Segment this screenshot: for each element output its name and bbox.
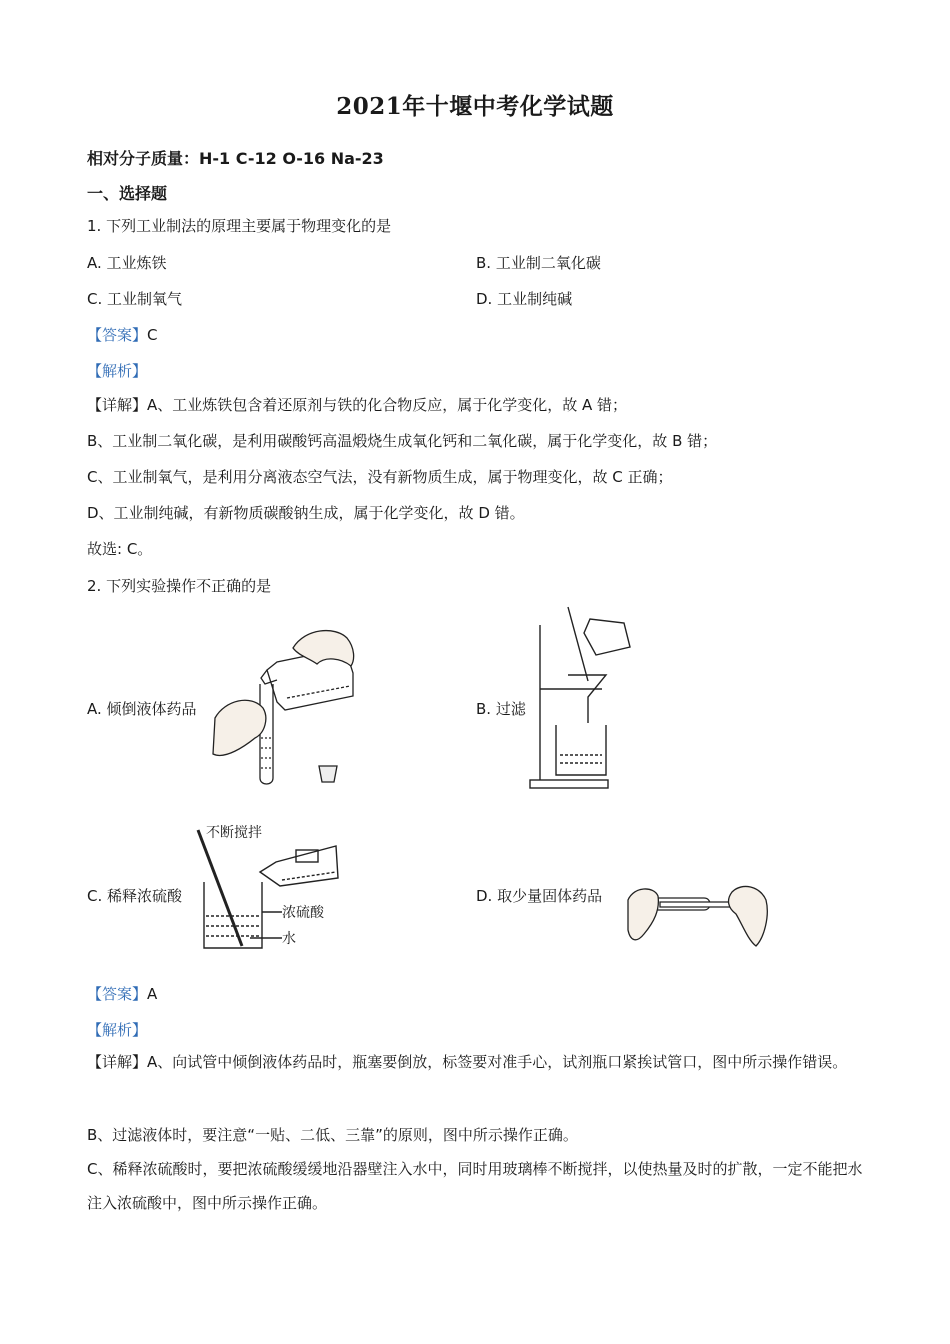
q2-analysis-label: 【解析】 [87,1021,148,1039]
q2-option-b: B. 过滤 [476,700,526,718]
q2-answer [87,983,157,1004]
answer-label: 【答案】 [87,985,148,1003]
q1-conclusion: 故选: C。 [87,540,153,558]
q1-stem: 1. 下列工业制法的原理主要属于物理变化的是 [87,217,392,235]
q2-detail-c: C、稀释浓硫酸时，要把浓硫酸缓缓地沿器壁注入水中，同时用玻璃棒不断搅拌，以使热量及时的扩散，一定不能把水注入浓硫酸中，图中所示操作正确。 [87,1160,863,1212]
section-heading: 一、选择题 [87,184,168,203]
q2-option-a: A. 倾倒液体药品 [87,700,197,718]
q1-option-c: C. 工业制氧气 [87,290,183,308]
figure-take-solid [624,880,774,952]
q2-option-d: D. 取少量固体药品 [476,887,603,905]
q1-option-d: D. 工业制纯碱 [476,290,573,308]
page-title: 2021年十堰中考化学试题 [336,93,614,120]
figure-pour-liquid [205,618,365,793]
label-water: 水 [282,931,296,947]
q1-detail-b: B、工业制二氧化碳，是利用碳酸钙高温煅烧生成氧化钙和二氧化碳，属于化学变化，故 B 错； [87,432,718,450]
q2-stem: 2. 下列实验操作不正确的是 [87,577,272,595]
q1-detail-a: 【详解】A、工业炼铁包含着还原剂与铁的化合物反应，属于化学变化，故 A 错； [87,396,628,414]
q1-option-b: B. 工业制二氧化碳 [476,254,601,272]
answer-value: C [147,326,158,344]
relative-mass-line: 相对分子质量：H-1 C-12 O-16 Na-23 [87,149,384,168]
q2-detail-b: B、过滤液体时，要注意“一贴、二低、三靠”的原则，图中所示操作正确。 [87,1126,578,1144]
answer-value: A [147,985,158,1003]
q2-detail-a: 【详解】A、向试管中倾倒液体药品时，瓶塞要倒放，标签要对准手心，试剂瓶口紧挨试管口，图中所示操作错误。 [87,1053,848,1071]
q1-detail-c: C、工业制氧气，是利用分离液态空气法，没有新物质生成，属于物理变化，故 C 正确； [87,468,673,486]
figure-filtration [526,605,646,795]
figure-dilute-acid [190,822,350,954]
label-conc-acid: 浓硫酸 [282,905,324,921]
q1-option-a: A. 工业炼铁 [87,254,167,272]
answer-label: 【答案】 [87,326,148,344]
label-stir: 不断搅拌 [206,822,262,842]
q1-answer [87,324,158,345]
q1-detail-d: D、工业制纯碱，有新物质碳酸钠生成，属于化学变化，故 D 错。 [87,504,525,522]
q2-option-c: C. 稀释浓硫酸 [87,887,183,905]
q1-analysis-label: 【解析】 [87,362,148,380]
